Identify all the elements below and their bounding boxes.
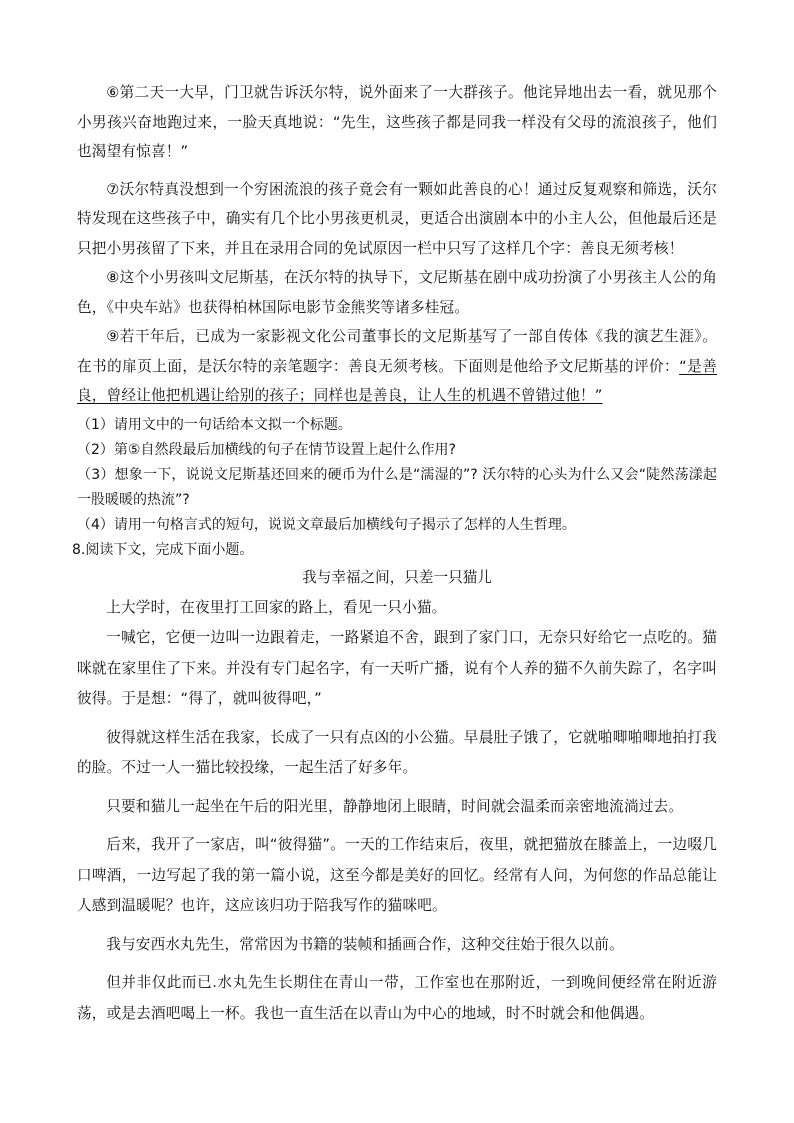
paragraph-9-text: ⑨若干年后，已成为一家影视文化公司董事长的文尼斯基写了一部自传体《我的演艺生涯》。在书的扉页上面，是沃尔特的亲笔题字：善良无须考核。下面则是他给予文尼斯基的评价： — [77, 328, 717, 375]
underlined-sentence: “是善良，曾经让他把机遇让给别的孩子；同样也是善良，让人生的机遇不曾错过他！” — [77, 357, 717, 404]
question-3: （3）想象一下，说说文尼斯基还回来的硬币为什么是“濡湿的”? 沃尔特的心头为什么又会“陡然荡漾起一股暖暖的热流”? — [77, 466, 717, 508]
question-1: （1）请用文中的一句话给本文拟一个标题。 — [77, 416, 352, 433]
paragraph-7: ⑦沃尔特真没想到一个穷困流浪的孩子竟会有一颗如此善良的心！通过反复观察和筛选，沃尔特发现在这些孩子中，确实有几个比小男孩更机灵，更适合出演剧本中的小主人公，但他最后还是只把小男孩留了下来，并且在录用合同的免试原因一栏中只写了这样几个字：善良无须考核！ — [77, 180, 717, 257]
paragraph-9 — [77, 322, 717, 411]
story-paragraph: 后来，我开了一家店，叫“彼得猫”。一天的工作结束后，夜里，就把猫放在膝盖上，一边啜几口啤酒，一边写起了我的第一篇小说，这至今都是美好的回忆。经常有人问，为何您的作品总能让人感到温暖呢？也许，这应该归功于陪我写作的猫咪吧。 — [77, 836, 717, 914]
article-title: 我与幸福之间，只差一只猫儿 — [302, 568, 492, 586]
paragraph-8: ⑧这个小男孩叫文尼斯基，在沃尔特的执导下，文尼斯基在剧中成功扮演了小男孩主人公的角色，《中央车站》也获得柏林国际电影节金熊奖等诸多桂冠。 — [77, 269, 717, 316]
story-paragraph: 上大学时，在夜里打工回家的路上，看见一只小猫。 — [106, 598, 447, 616]
story-paragraph: 只要和猫儿一起坐在午后的阳光里，静静地闭上眼睛，时间就会温柔而亲密地流淌过去。 — [106, 797, 684, 815]
story-paragraph: 一喊它，它便一边叫一边跟着走，一路紧追不舍，跟到了家门口，无奈只好给它一点吃的。猫咪就在家里住了下来。并没有专门起名字，有一天听广播，说有个人养的猫不久前失踪了，名字叫彼得。于是想：“得了，就叫彼得吧，” — [77, 629, 717, 707]
document-page — [72, 78, 717, 1029]
story-paragraph: 但并非仅此而已.水丸先生长期住在青山一带，工作室也在那附近，一到晚间便经常在附近游荡，或是去酒吧喝上一杯。我也一直生活在以青山为中心的地域，时不时就会和他偶遇。 — [77, 974, 717, 1022]
question-4: （4）请用一句格言式的短句，说说文章最后加横线句子揭示了怎样的人生哲理。 — [77, 516, 576, 533]
question-2: （2）第⑤自然段最后加横线的句子在情节设置上起什么作用? — [77, 441, 456, 458]
section-8-intro: 8.阅读下文，完成下面小题。 — [72, 541, 254, 558]
story-paragraph: 彼得就这样生活在我家，长成了一只有点凶的小公猫。早晨肚子饿了，它就啪唧啪唧地拍打我的脸。不过一人一猫比较投缘，一起生活了好多年。 — [77, 728, 717, 776]
story-paragraph: 我与安西水丸先生，常常因为书籍的装帧和插画合作，这种交往始于很久以前。 — [106, 935, 624, 953]
paragraph-6: ⑥第二天一大早，门卫就告诉沃尔特，说外面来了一大群孩子。他诧异地出去一看，就见那个小男孩兴奋地跑过来，一脸天真地说：“先生，这些孩子都是同我一样没有父母的流浪孩子，他们也渴望有惊喜！” — [77, 84, 717, 160]
